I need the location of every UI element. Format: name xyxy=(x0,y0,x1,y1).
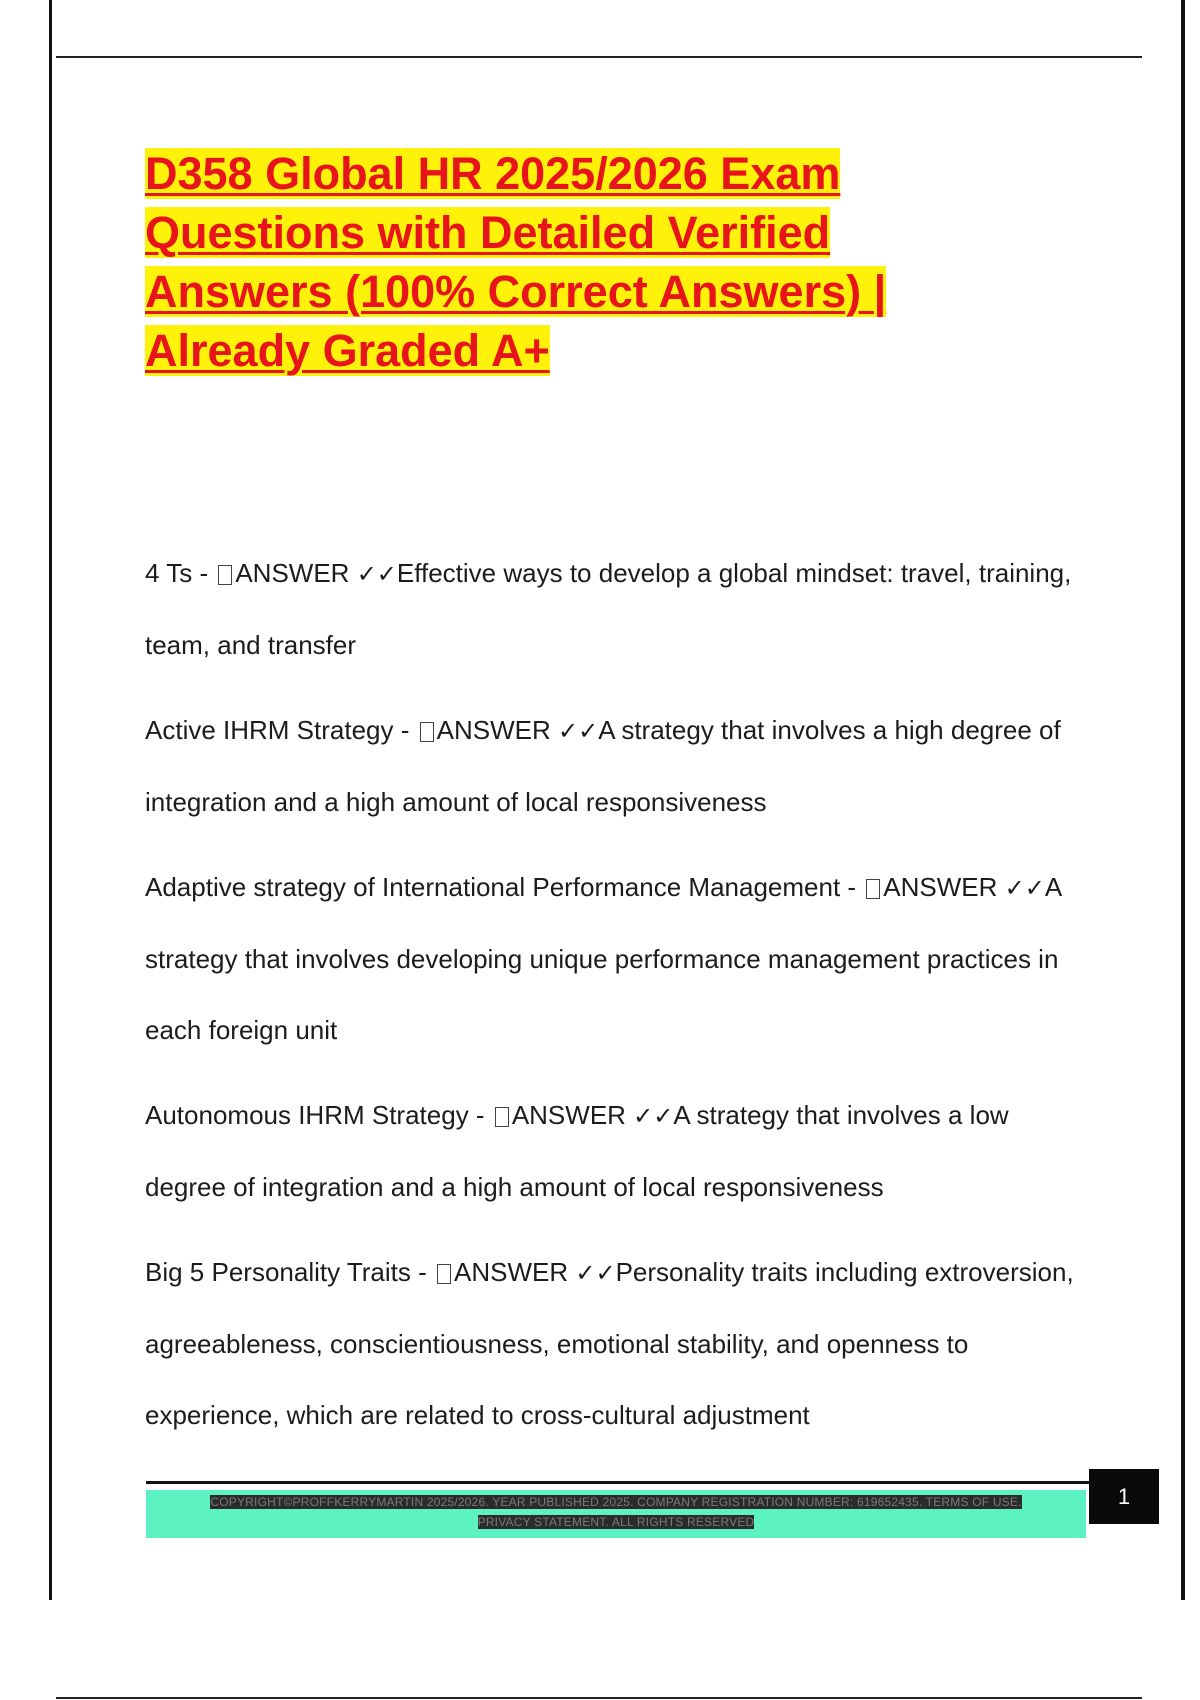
title-line-2: Questions with Detailed Verified xyxy=(145,207,831,258)
copyright-footer xyxy=(146,1490,1086,1538)
qa-entry: 4 Ts - ANSWER ✓✓Effective ways to develop a global mindset: travel, training, team, and transfer xyxy=(145,558,1072,660)
missing-glyph-icon xyxy=(866,879,880,899)
copyright-line-2: PRIVACY STATEMENT. ALL RIGHTS RESERVED xyxy=(477,1515,755,1529)
entry-definition: A strategy that involves a high degree of integration and a high amount of local responsiveness xyxy=(145,715,1061,817)
qa-entry: Autonomous IHRM Strategy - ANSWER ✓✓A strategy that involves a low degree of integration and a high amount of local responsiveness xyxy=(145,1100,1009,1202)
title-line-4: Already Graded A+ xyxy=(145,325,550,376)
title-line-3: Answers (100% Correct Answers) | xyxy=(145,266,887,317)
double-check-icon: ✓✓ xyxy=(575,1259,616,1287)
entry-definition: Effective ways to develop a global mindset: travel, training, team, and transfer xyxy=(145,558,1072,660)
entry-marker: ANSWER xyxy=(235,558,350,588)
qa-list xyxy=(145,538,1090,1465)
footer-rule xyxy=(146,1481,1090,1484)
entry-term: Active IHRM Strategy xyxy=(145,715,394,745)
entry-term: Adaptive strategy of International Performance Management xyxy=(145,872,841,902)
page-number: 1 xyxy=(1089,1469,1159,1524)
entry-marker: ANSWER xyxy=(883,872,998,902)
double-check-icon: ✓✓ xyxy=(356,560,397,588)
next-page-rule xyxy=(56,1697,1142,1699)
qa-entry: Active IHRM Strategy - ANSWER ✓✓A strategy that involves a high degree of integration and a high amount of local responsiveness xyxy=(145,715,1061,817)
entry-term: Big 5 Personality Traits xyxy=(145,1257,411,1287)
entry-term: Autonomous IHRM Strategy xyxy=(145,1100,469,1130)
double-check-icon: ✓✓ xyxy=(1004,874,1045,902)
entry-marker: ANSWER xyxy=(511,1100,626,1130)
header-rule xyxy=(56,56,1142,58)
entry-marker: ANSWER xyxy=(436,715,551,745)
page-border-right xyxy=(1181,0,1185,1600)
entry-definition: A strategy that involves a low degree of integration and a high amount of local responsiveness xyxy=(145,1100,1009,1202)
missing-glyph-icon xyxy=(420,722,434,742)
missing-glyph-icon xyxy=(495,1107,509,1127)
title-line-1: D358 Global HR 2025/2026 Exam xyxy=(145,148,841,199)
page-border-left xyxy=(49,0,52,1600)
missing-glyph-icon xyxy=(218,565,232,585)
double-check-icon: ✓✓ xyxy=(557,717,599,745)
entry-definition: A strategy that involves developing unique performance management practices in each foreign unit xyxy=(145,872,1061,1045)
qa-entry: Big 5 Personality Traits - ANSWER ✓✓Personality traits including extroversion, agreeableness, conscientiousness, emotional stability, and openness to experience, which are related to cross-cultural adjustment xyxy=(145,1257,1074,1430)
entry-marker: ANSWER xyxy=(454,1257,569,1287)
qa-entry: Adaptive strategy of International Performance Management - ANSWER ✓✓A strategy that involves developing unique performance management practices in each foreign unit xyxy=(145,872,1061,1045)
entry-term: 4 Ts xyxy=(145,558,193,588)
double-check-icon: ✓✓ xyxy=(633,1102,674,1130)
missing-glyph-icon xyxy=(437,1264,451,1284)
entry-definition: Personality traits including extroversion, agreeableness, conscientiousness, emotional stability, and openness to experience, which are related to cross-cultural adjustment xyxy=(145,1257,1074,1430)
document-title xyxy=(145,144,1045,380)
copyright-line-1: COPYRIGHT©PROFFKERRYMARTIN 2025/2026. YEAR PUBLISHED 2025. COMPANY REGISTRATION NUMBER: 619652435. TERMS OF USE. xyxy=(210,1495,1022,1509)
